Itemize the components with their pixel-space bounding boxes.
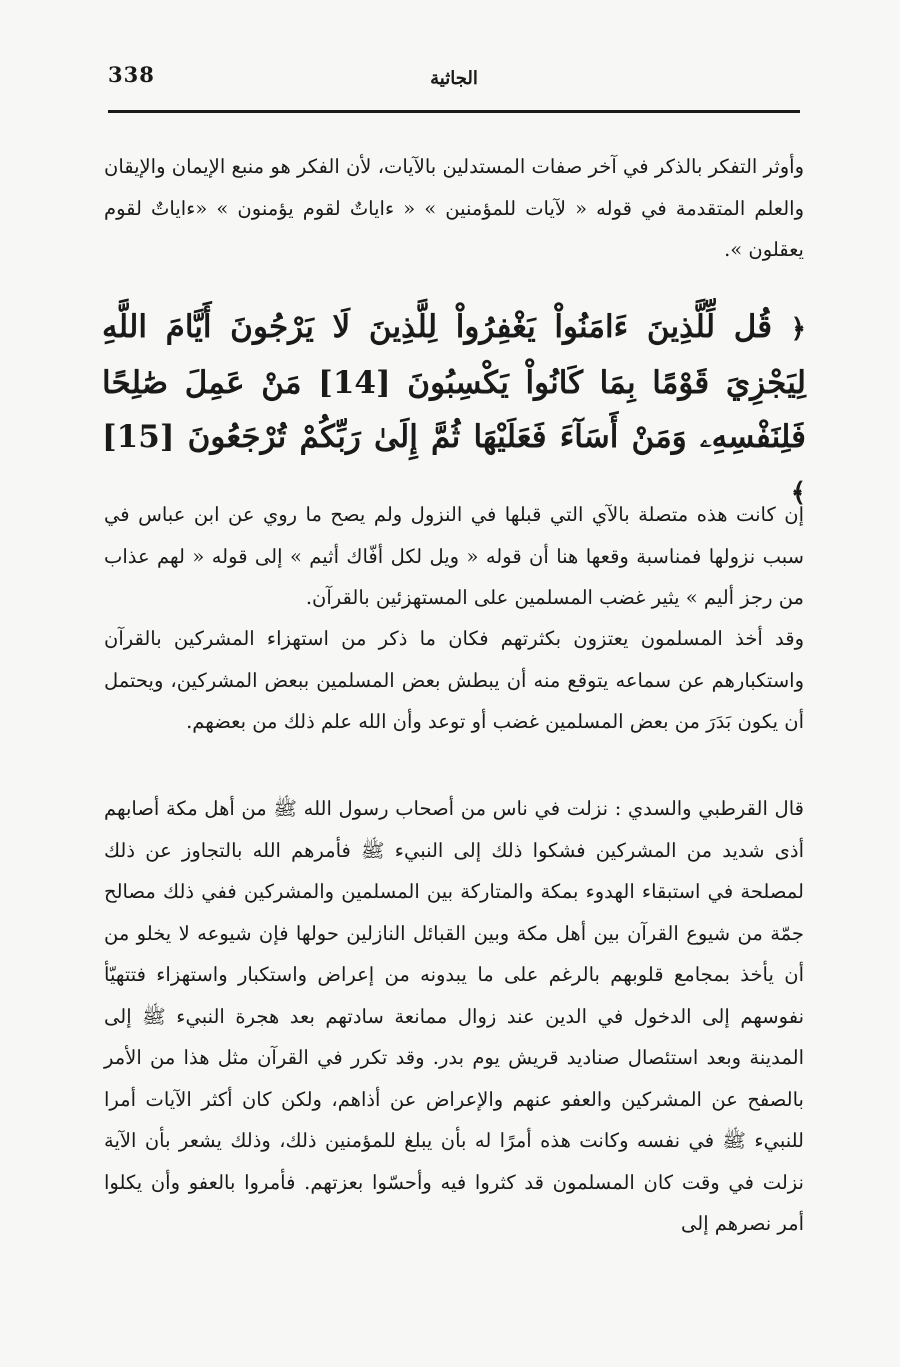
verse-text-14: قُل لِّلَّذِينَ ءَامَنُواْ يَغْفِرُواْ لِلَّذِينَ لَا يَرْجُونَ أَيَّامَ اللَّهِ لِيَجْزِيَ قَوْمًا بِمَا كَانُواْ يَكْسِبُونَ xyxy=(102,309,806,401)
paragraph-intro xyxy=(104,146,804,271)
verse-number-14: [14] xyxy=(318,365,391,401)
running-title: الجاثية xyxy=(430,68,478,89)
quran-verse-block xyxy=(102,300,806,520)
page-header xyxy=(108,58,800,98)
paragraph-text: قال القرطبي والسدي : نزلت في ناس من أصحاب رسول الله ﷺ من أهل مكة أصابهم أذى شديد من المشركين فشكوا ذلك إلى النبيء ﷺ فأمرهم الله بالتجاوز عن ذلك لمصلحة في استبقاء الهدوء بمكة والمتاركة بين المسلمين والمشركين ففي ذلك مصالح جمّة من شيوع القرآن بين أهل مكة وبين القبائل النازلين حولها فإن شيوعه لا يخلو من أن يأخذ بمجامع قلوبهم بالرغم على ما يبدونه من إعراض واستكبار واستهزاء فتتهيّأ نفوسهم إلى الدخول في الدين عند زوال ممانعة سادتهم بعد هجرة النبيء ﷺ إلى المدينة وبعد استئصال صناديد قريش يوم بدر. وقد تكرر في القرآن مثل هذا من الأمر بالصفح عن المشركين والعفو عنهم والإعراض عن أذاهم، ولكن كان أكثر الآيات أمرا للنبيء ﷺ في نفسه وكانت هذه أمرًا له بأن يبلغ للمؤمنين ذلك، وذلك يشعر بأن الآية نزلت في وقت كان المسلمون قد كثروا فيه وأحسّوا بعزتهم. فأمروا بالعفو وأن يكلوا أمر نصرهم إلى xyxy=(104,797,804,1235)
verse-open-ornament: ﴿ xyxy=(790,314,806,344)
verse-number-15: [15] xyxy=(102,419,175,455)
verse-text-15: مَنْ عَمِلَ صَٰلِحًا فَلِنَفْسِهِۦ وَمَنْ أَسَآءَ فَعَلَيْهَا ثُمَّ إِلَىٰ رَبِّكُمْ تُرْجَعُونَ xyxy=(102,365,807,455)
verse-close-ornament: ﴾ xyxy=(790,478,806,508)
paragraph-reason xyxy=(104,618,804,743)
paragraph-context xyxy=(104,494,804,619)
page-number: 338 xyxy=(108,62,155,87)
header-rule xyxy=(108,110,800,113)
paragraph-qurtubi xyxy=(104,788,804,1245)
paragraph-text: إن كانت هذه متصلة بالآي التي قبلها في النزول ولم يصح ما روي عن ابن عباس في سبب نزولها فمناسبة وقعها هنا أن قوله « ويل لكل أفّاك أثيم » إلى قوله « لهم عذاب من رجز أليم » يثير غضب المسلمين على المستهزئين بالقرآن. xyxy=(104,503,804,609)
paragraph-text: وقد أخذ المسلمون يعتزون بكثرتهم فكان ما ذكر من استهزاء المشركين بالقرآن واستكبارهم عن سماعه يتوقع منه أن يبطش بعض المسلمين ببعض المشركين، ويحتمل أن يكون بَدَرَ من بعض المسلمين غضب أو توعد وأن الله علم ذلك من بعضهم. xyxy=(104,627,804,733)
paragraph-text: وأوثر التفكر بالذكر في آخر صفات المستدلين بالآيات، لأن الفكر هو منبع الإيمان والإيقان والعلم المتقدمة في قوله « لآيات للمؤمنين » « ءاياتٌ لقوم يؤمنون » «ءاياتٌ لقوم يعقلون ». xyxy=(104,155,804,261)
